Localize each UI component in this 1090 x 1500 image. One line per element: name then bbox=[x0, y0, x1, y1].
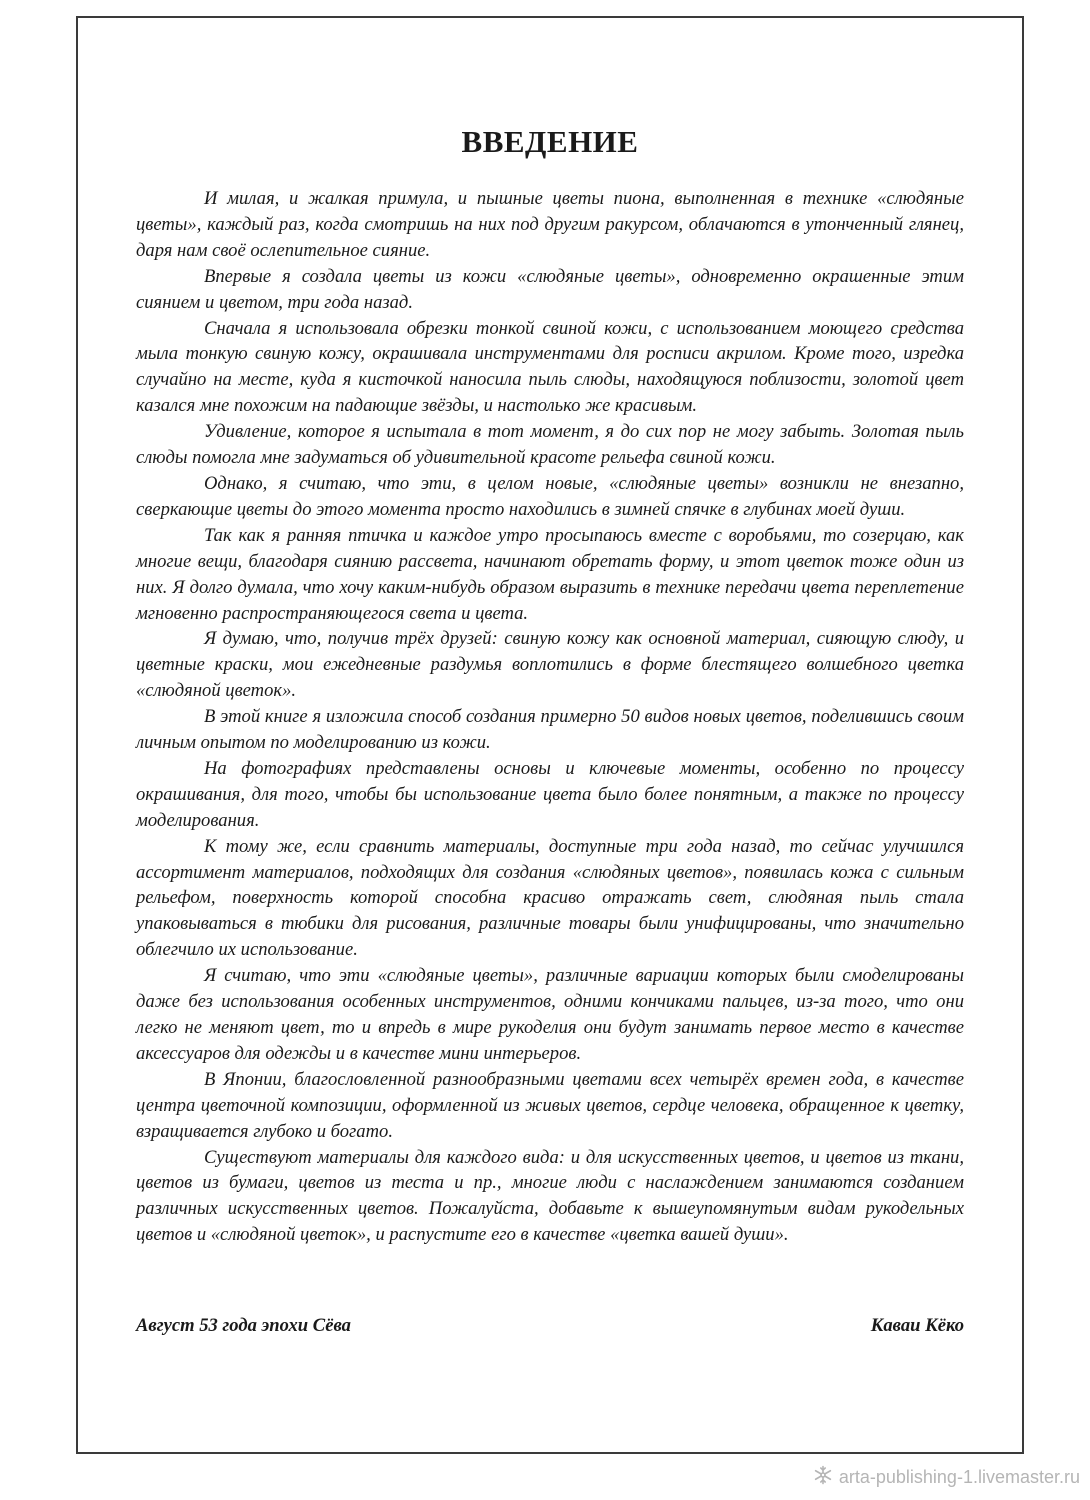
paragraph: В Японии, благословленной разнообразными цветами всех четырёх времен года, в качестве центра цветочной композиции, оформленной из живых цветов, сердце человека, обращенное к цветку, взращивается глубоко и богато. bbox=[136, 1068, 964, 1142]
paragraph: К тому же, если сравнить материалы, доступные три года назад, то сейчас улучшился ассортимент материалов, подходящих для создания «слюдяных цветов», появилась кожа с сильным рельефом, поверхность которой способна красиво отражать свет, слюдяная пыль стала упаковываться в тюбики для рисования, различные товары были унифицированы, что значительно облегчило их использование. bbox=[136, 835, 964, 961]
paragraph: Я считаю, что эти «слюдяные цветы», различные вариации которых были смоделированы даже без использования особенных инструментов, одними кончиками пальцев, из-за того, что они легко не меняют цвет, то и впредь в мире рукоделия они будут занимать первое место в качестве аксессуаров для одежды и в качестве мини интерьеров. bbox=[136, 965, 964, 1064]
paragraph: И милая, и жалкая примула, и пышные цветы пиона, выполненная в технике «слюдяные цветы», каждый раз, когда смотришь на них под другим ракурсом, облачаются в утонченный глянец, даря нам своё ослепительное сияние. bbox=[136, 188, 964, 261]
paragraph: Так как я ранняя птичка и каждое утро просыпаюсь вместе с воробьями, то созерцаю, как многие вещи, благодаря сиянию рассвета, начинают обретать форму, и этот цветок тоже один из них. Я долго думала, что хочу каким-нибудь образом выразить в технике передачи цвета переплетение мгновенно распространяющегося света и цвета. bbox=[136, 524, 964, 624]
signature-author: Каваи Кёко bbox=[870, 1315, 964, 1336]
paragraph-list bbox=[136, 186, 964, 1248]
signature-date: Август 53 года эпохи Сёва bbox=[136, 1315, 351, 1336]
watermark bbox=[813, 1465, 1080, 1490]
paragraph: На фотографиях представлены основы и ключевые моменты, особенно по процессу окрашивания, для того, чтобы бы использование цвета было более понятным, а также по процессу моделирования. bbox=[136, 757, 964, 831]
paragraph: Я думаю, что, получив трёх друзей: свиную кожу как основной материал, сияющую слюду, и цветные краски, мои ежедневные раздумья воплотились в форме блестящего волшебного цветка «слюдяной цветок». bbox=[136, 628, 964, 702]
document-body bbox=[136, 118, 964, 1248]
paragraph: Однако, я считаю, что эти, в целом новые, «слюдяные цветы» возникли не внезапно, сверкающие цветы до этого момента просто находились в зимней спячке в глубинах моей души. bbox=[136, 472, 964, 520]
paragraph: В этой книге я изложила способ создания примерно 50 видов новых цветов, поделившись своим личным опытом по моделированию из кожи. bbox=[136, 706, 964, 754]
paragraph: Существуют материалы для каждого вида: и для искусственных цветов, и цветов из ткани, цветов из бумаги, цветов из теста и пр., многие люди с наслаждением занимаются созданием различных искусственных цветов. Пожалуйста, добавьте к вышеупомянутым видам рукодельных цветов и «слюдяной цветок», и распустите его в качестве «цветка вашей души». bbox=[136, 1146, 964, 1246]
watermark-text: arta-publishing-1.livemaster.ru bbox=[838, 1467, 1080, 1487]
paragraph: Впервые я создала цветы из кожи «слюдяные цветы», одновременно окрашенные этим сиянием и цветом, три года назад. bbox=[136, 265, 964, 313]
page-title: ВВЕДЕНИЕ bbox=[461, 124, 639, 159]
snowflake-icon bbox=[813, 1465, 833, 1490]
paragraph: Сначала я использовала обрезки тонкой свиной кожи, с использованием моющего средства мыла тонкую свиную кожу, окрашивала инструментами для росписи акрилом. Кроме того, изредка случайно на месте, куда я кисточкой наносила пыль слюды, находящуюся поблизости, золотой цвет казался мне похожим на падающие звёзды, и настолько же красивым. bbox=[136, 317, 964, 417]
paragraph: Удивление, которое я испытала в тот момент, я до сих пор не могу забыть. Золотая пыль слюды помогла мне задуматься об удивительной красоте рельефа свиной кожи. bbox=[136, 421, 964, 469]
signature-line bbox=[136, 1313, 964, 1339]
